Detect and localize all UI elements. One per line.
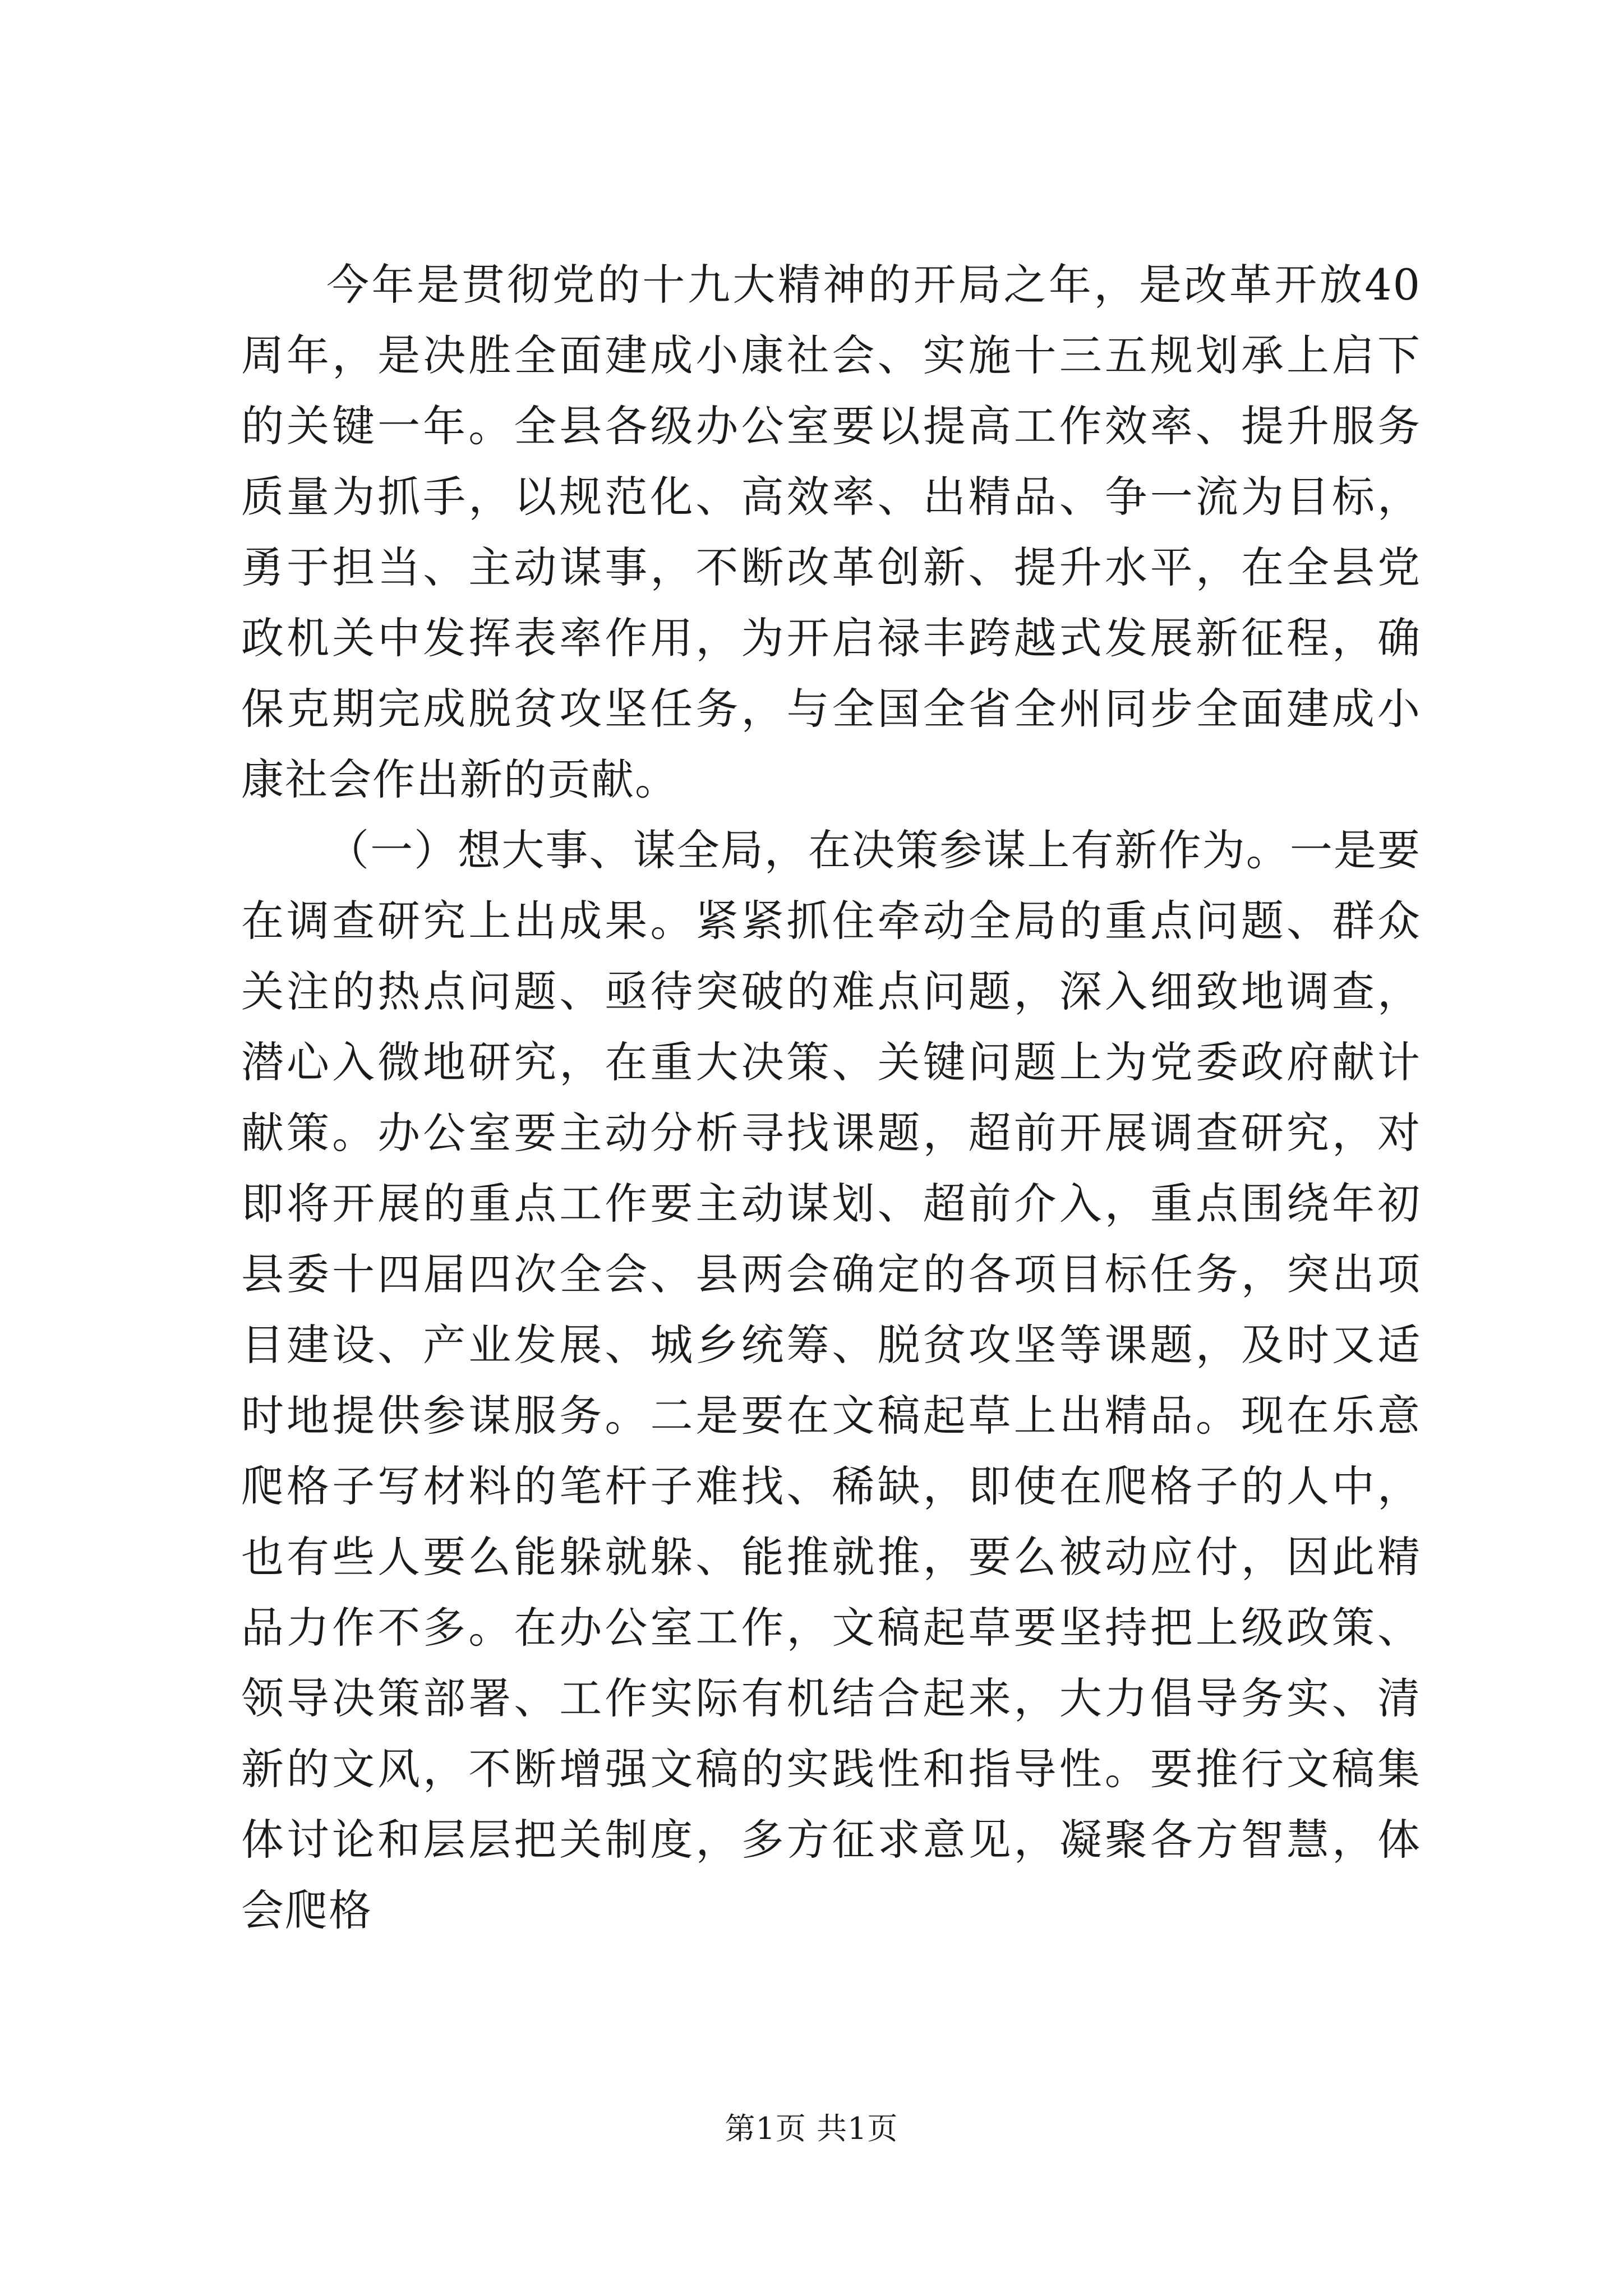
paragraph-intro: 今年是贯彻党的十九大精神的开局之年，是改革开放40周年，是决胜全面建成小康社会、实施十三五规划承上启下的关键一年。全县各级办公室要以提高工作效率、提升服务质量为抓手，以规范化、高效率、出精品、争一流为目标，勇于担当、主动谋事，不断改革创新、提升水平，在全县党政机关中发挥表率作用，为开启禄丰跨越式发展新征程，确保克期完成脱贫攻坚任务，与全国全省全州同步全面建成小康社会作出新的贡献。 xyxy=(241,260,1421,804)
document-body xyxy=(241,250,1421,1946)
page-footer: 第1页 共1页 xyxy=(725,2111,898,2146)
paragraph-section-one: （一）想大事、谋全局，在决策参谋上有新作为。一是要在调查研究上出成果。紧紧抓住牵动全局的重点问题、群众关注的热点问题、亟待突破的难点问题，深入细致地调查，潜心入微地研究，在重大决策、关键问题上为党委政府献计献策。办公室要主动分析寻找课题，超前开展调查研究，对即将开展的重点工作要主动谋划、超前介入，重点围绕年初县委十四届四次全会、县两会确定的各项目标任务，突出项目建设、产业发展、城乡统筹、脱贫攻坚等课题，及时又适时地提供参谋服务。二是要在文稿起草上出精品。现在乐意爬格子写材料的笔杆子难找、稀缺，即使在爬格子的人中，也有些人要么能躲就躲、能推就推，要么被动应付，因此精品力作不多。在办公室工作，文稿起草要坚持把上级政策、领导决策部署、工作实际有机结合起来，大力倡导务实、清新的文风，不断增强文稿的实践性和指导性。要推行文稿集体讨论和层层把关制度，多方征求意见，凝聚各方智慧，体会爬格 xyxy=(241,825,1421,1935)
